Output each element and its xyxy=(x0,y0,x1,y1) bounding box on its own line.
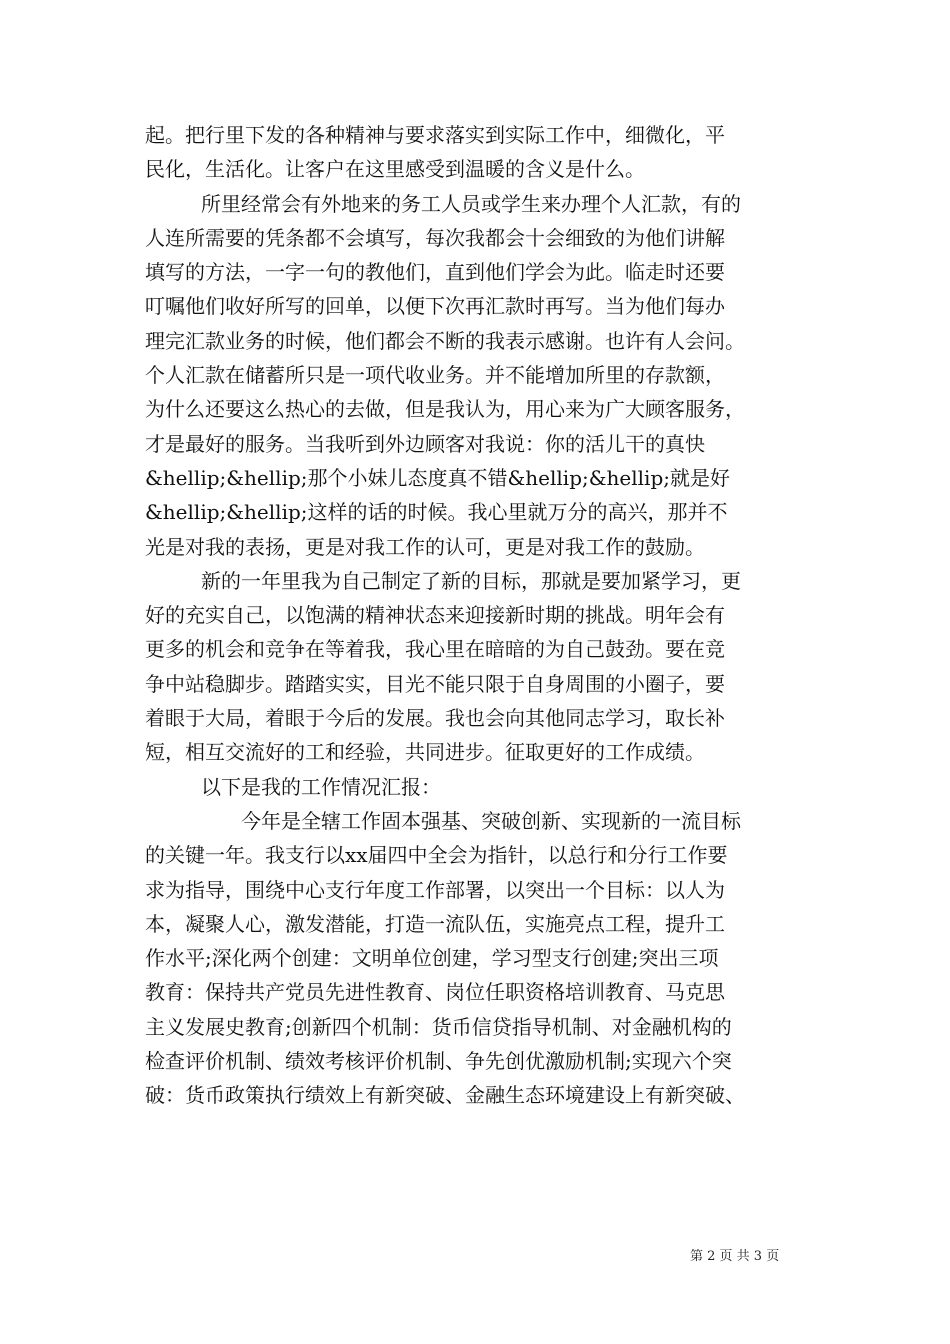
text-line: 教育：保持共产党员先进性教育、岗位任职资格培训教育、马克思 xyxy=(145,980,725,1005)
document-body xyxy=(145,118,825,1113)
text-line: 光是对我的表扬，更是对我工作的认可，更是对我工作的鼓励。 xyxy=(145,534,705,559)
text-line: 叮嘱他们收好所写的回单，以便下次再汇款时再写。当为他们每办 xyxy=(145,294,725,319)
text-line: 作水平;深化两个创建：文明单位创建，学习型支行创建;突出三项 xyxy=(145,946,719,971)
text-line: 破：货币政策执行绩效上有新突破、金融生态环境建设上有新突破、 xyxy=(145,1083,745,1108)
text-line: 理完汇款业务的时候，他们都会不断的我表示感谢。也许有人会问。 xyxy=(145,328,745,353)
text-line: 主义发展史教育;创新四个机制：货币信贷指导机制、对金融机构的 xyxy=(145,1014,732,1039)
text-line: 更多的机会和竞争在等着我，我心里在暗暗的为自己鼓劲。要在竞 xyxy=(145,637,725,662)
text-line: &hellip;&hellip;这样的话的时候。我心里就万分的高兴，那并不 xyxy=(145,500,728,525)
text-line: 填写的方法，一字一句的教他们，直到他们学会为此。临走时还要 xyxy=(145,260,725,285)
text-line: 民化，生活化。让客户在这里感受到温暖的含义是什么。 xyxy=(145,157,645,182)
text-line: 检查评价机制、绩效考核评价机制、争先创优激励机制;实现六个突 xyxy=(145,1049,732,1074)
text-line: 今年是全辖工作固本强基、突破创新、实现新的一流目标 xyxy=(241,808,741,833)
text-line: 才是最好的服务。当我听到外边顾客对我说：你的活儿干的真快 xyxy=(145,431,705,456)
text-line: &hellip;&hellip;那个小妹儿态度真不错&hellip;&hellip;就是好 xyxy=(145,465,730,490)
text-line: 好的充实自己，以饱满的精神状态来迎接新时期的挑战。明年会有 xyxy=(145,603,725,628)
page-number-footer: 第 2 页 共 3 页 xyxy=(690,1249,780,1264)
text-line: 短，相互交流好的工和经验，共同进步。征取更好的工作成绩。 xyxy=(145,740,705,765)
text-line: 个人汇款在储蓄所只是一项代收业务。并不能增加所里的存款额， xyxy=(145,363,725,388)
text-line: 着眼于大局，着眼于今后的发展。我也会向其他同志学习，取长补 xyxy=(145,706,725,731)
text-line: 人连所需要的凭条都不会填写，每次我都会十会细致的为他们讲解 xyxy=(145,225,725,250)
text-line: 以下是我的工作情况汇报： xyxy=(201,774,441,799)
text-line: 新的一年里我为自己制定了新的目标，那就是要加紧学习，更 xyxy=(201,568,741,593)
text-line: 所里经常会有外地来的务工人员或学生来办理个人汇款，有的 xyxy=(201,191,741,216)
text-line: 起。把行里下发的各种精神与要求落实到实际工作中，细微化，平 xyxy=(145,123,725,147)
text-line: 的关键一年。我支行以xx届四中全会为指针，以总行和分行工作要 xyxy=(145,843,728,868)
text-line: 为什么还要这么热心的去做，但是我认为，用心来为广大顾客服务， xyxy=(145,397,745,422)
text-line: 本，凝聚人心，激发潜能，打造一流队伍，实施亮点工程，提升工 xyxy=(145,911,725,936)
text-line: 争中站稳脚步。踏踏实实，目光不能只限于自身周围的小圈子，要 xyxy=(145,671,725,696)
text-line: 求为指导，围绕中心支行年度工作部署，以突出一个目标：以人为 xyxy=(145,877,725,902)
